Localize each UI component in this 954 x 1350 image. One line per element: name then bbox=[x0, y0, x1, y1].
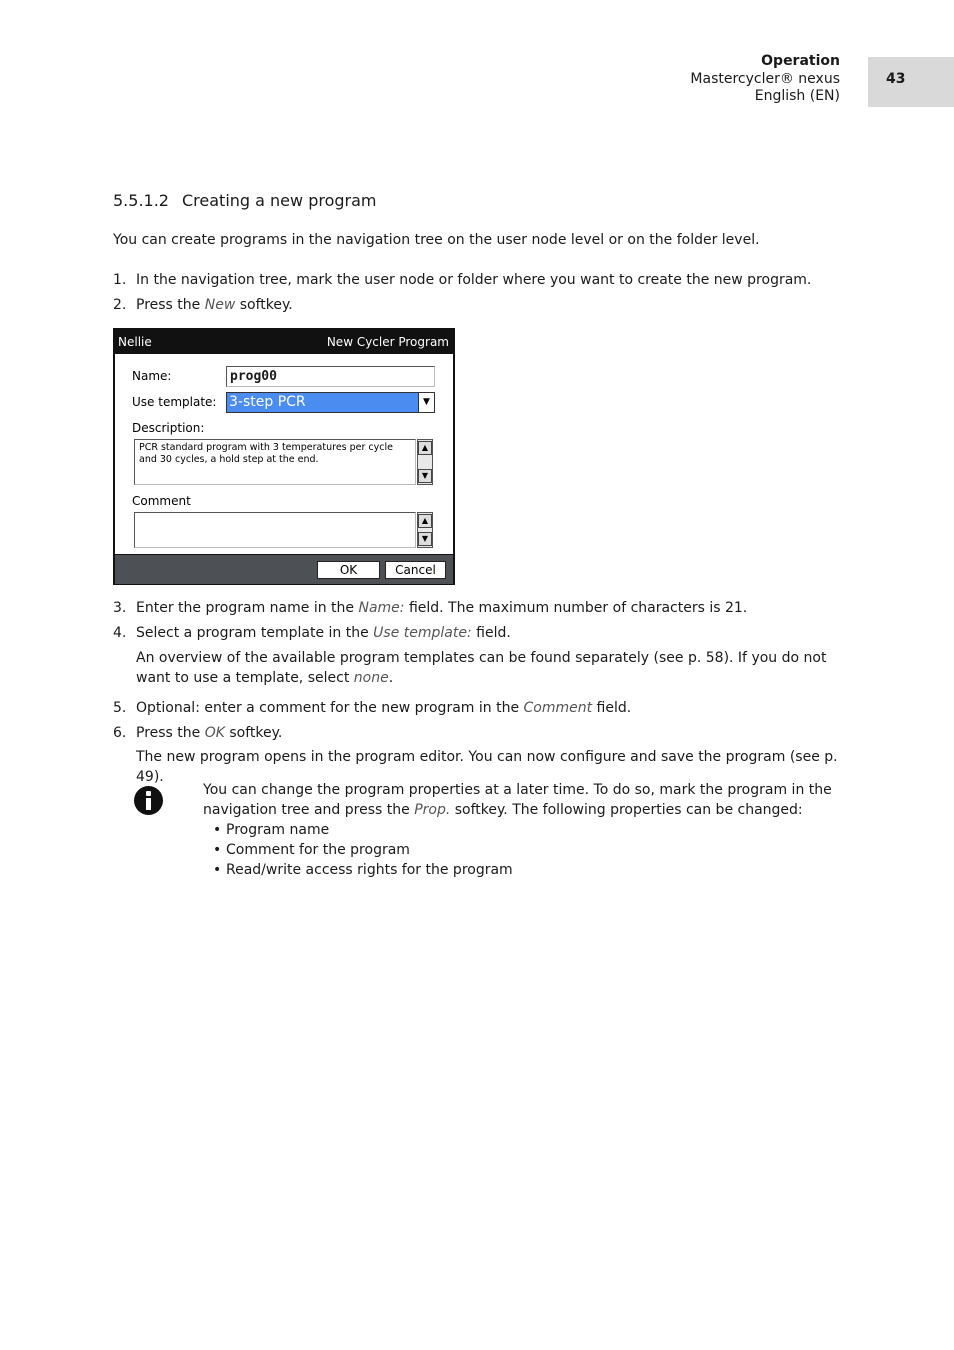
scroll-down-icon[interactable]: ▼ bbox=[418, 469, 432, 483]
field-name: Name: bbox=[358, 600, 405, 616]
header-product: Mastercycler® nexus bbox=[690, 70, 840, 87]
dialog-title-left: Nellie bbox=[118, 335, 152, 349]
step-number: 4. bbox=[113, 625, 127, 641]
page-number: 43 bbox=[886, 71, 906, 87]
step-text: Press the bbox=[136, 725, 205, 741]
section-heading bbox=[113, 191, 377, 210]
dialog-title-bar bbox=[114, 329, 454, 354]
ok-button[interactable]: OK bbox=[317, 561, 380, 579]
step-4-note bbox=[136, 648, 853, 688]
step-number: 1. bbox=[113, 272, 127, 288]
step-text: Press the bbox=[136, 297, 205, 313]
step-3 bbox=[113, 598, 853, 618]
info-text: softkey. The following properties can be changed: bbox=[450, 802, 803, 818]
scroll-up-icon[interactable]: ▲ bbox=[418, 441, 432, 455]
info-bullet-item: • Comment for the program bbox=[213, 842, 410, 858]
step-text: Optional: enter a comment for the new program in the bbox=[136, 700, 524, 716]
field-name: Comment bbox=[523, 700, 593, 716]
template-value: 3-step PCR bbox=[229, 394, 306, 410]
softkey-name: Prop. bbox=[414, 802, 451, 818]
field-name: Use template: bbox=[373, 625, 472, 641]
step-2 bbox=[113, 295, 853, 315]
step-text: field. bbox=[471, 625, 511, 641]
step-number: 6. bbox=[113, 725, 127, 741]
description-label: Description: bbox=[132, 421, 205, 435]
step-text: Select a program template in the bbox=[136, 625, 374, 641]
header-section: Operation bbox=[761, 53, 840, 69]
step-text: softkey. bbox=[224, 725, 283, 741]
step-number: 3. bbox=[113, 600, 127, 616]
section-title: Creating a new program bbox=[182, 191, 377, 210]
chevron-down-icon[interactable]: ▼ bbox=[418, 393, 434, 412]
info-text: You can change the program properties at a later time. To do so, mark the program in the navigation tree and press the bbox=[203, 782, 832, 818]
softkey-name: OK bbox=[204, 725, 225, 741]
comment-scrollbar[interactable] bbox=[417, 512, 433, 548]
step-6 bbox=[113, 723, 853, 787]
scroll-down-icon[interactable]: ▼ bbox=[418, 532, 432, 546]
intro-paragraph: You can create programs in the navigation tree on the user node level or on the folder level. bbox=[113, 232, 760, 248]
page-number-box bbox=[868, 57, 954, 107]
template-label: Use template: bbox=[132, 395, 217, 409]
step-1 bbox=[113, 270, 853, 290]
dialog-body bbox=[115, 354, 453, 554]
option-name: none bbox=[353, 670, 389, 686]
bullet-text: Comment for the program bbox=[226, 842, 410, 858]
cancel-button[interactable]: Cancel bbox=[385, 561, 446, 579]
step-6-note: The new program opens in the program editor. You can now configure and save the program (see p. 49). bbox=[136, 749, 838, 785]
dialog-softkey-bar bbox=[115, 555, 453, 584]
note-text: An overview of the available program templates can be found separately (see p. 58). If you do not want to use a template, select bbox=[136, 650, 827, 686]
step-text: Enter the program name in the bbox=[136, 600, 359, 616]
name-label: Name: bbox=[132, 369, 172, 383]
header-language: English (EN) bbox=[754, 88, 840, 104]
step-text: field. The maximum number of characters is 21. bbox=[404, 600, 748, 616]
comment-label: Comment bbox=[132, 494, 191, 508]
running-header bbox=[690, 53, 840, 106]
step-text: softkey. bbox=[235, 297, 293, 313]
step-number: 5. bbox=[113, 700, 127, 716]
description-textarea[interactable]: PCR standard program with 3 temperatures per cycle and 30 cycles, a hold step at the end. bbox=[134, 439, 416, 485]
name-input[interactable]: prog00 bbox=[226, 366, 435, 387]
step-text: In the navigation tree, mark the user node or folder where you want to create the new program. bbox=[136, 272, 812, 288]
info-note bbox=[203, 780, 843, 820]
section-number: 5.5.1.2 bbox=[113, 191, 169, 210]
comment-textarea[interactable] bbox=[134, 512, 416, 548]
dialog-title-right: New Cycler Program bbox=[326, 335, 449, 349]
bullet-text: Program name bbox=[226, 822, 330, 838]
note-text: . bbox=[388, 670, 394, 686]
scroll-up-icon[interactable]: ▲ bbox=[418, 514, 432, 528]
template-select[interactable] bbox=[226, 392, 435, 413]
info-bullet-item: • Program name bbox=[213, 822, 330, 838]
info-icon bbox=[134, 786, 163, 815]
softkey-name: New bbox=[204, 297, 236, 313]
step-5 bbox=[113, 698, 853, 718]
step-4 bbox=[113, 623, 853, 688]
step-number: 2. bbox=[113, 297, 127, 313]
new-program-dialog-screenshot bbox=[113, 328, 455, 585]
bullet-text: Read/write access rights for the program bbox=[226, 862, 513, 878]
description-scrollbar[interactable] bbox=[417, 439, 433, 485]
step-text: field. bbox=[592, 700, 632, 716]
info-bullet-item: • Read/write access rights for the program bbox=[213, 862, 513, 878]
